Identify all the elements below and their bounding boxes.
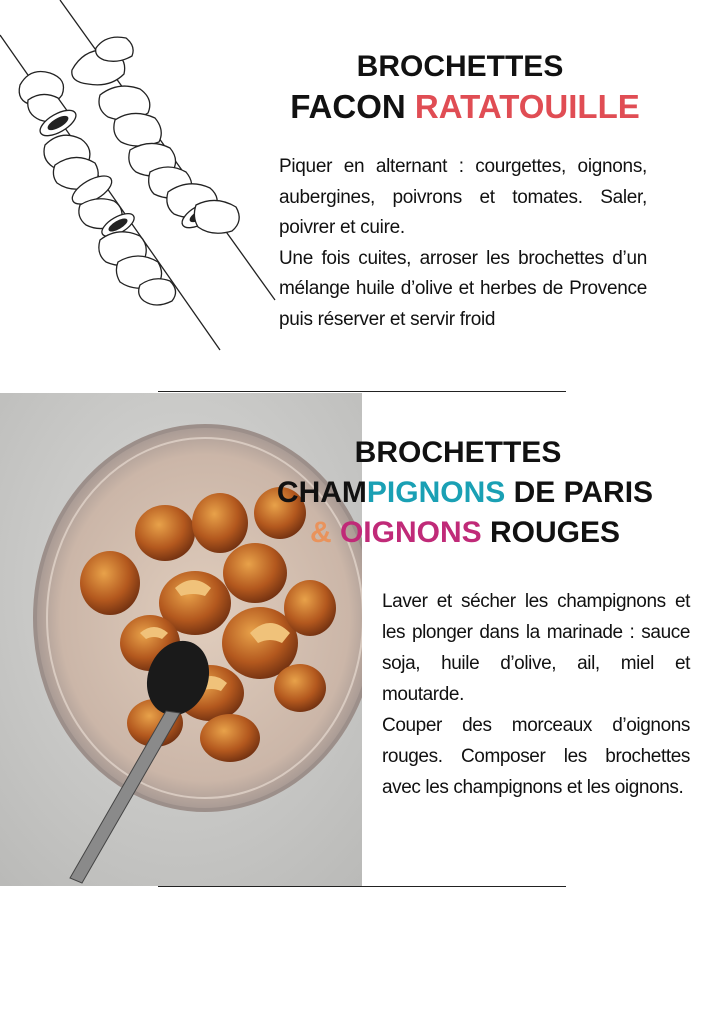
- section2-title-onions: OIGNONS: [339, 516, 482, 549]
- section1-title-highlight: RATATOUILLE: [414, 88, 640, 125]
- section1-title-prefix: FACON: [290, 88, 415, 125]
- section1-title-line1: BROCHETTES: [356, 50, 564, 83]
- section2-title-line2: [255, 476, 675, 511]
- section2-title-line3: [290, 516, 640, 551]
- section2-paragraph-1: Laver et sécher les champignons et les plonger dans la marinade : sauce soja, huile d’olive, ail, miel et moutarde.: [382, 591, 690, 705]
- ampersand: &: [309, 516, 340, 549]
- section1-instructions: [279, 152, 647, 335]
- section2-title-suffix: DE PARIS: [505, 476, 654, 509]
- section2-title-line1: BROCHETTES: [354, 436, 562, 469]
- section2-title-prefix: CHAM: [276, 476, 367, 509]
- section1-title-line2: [270, 88, 660, 126]
- section2-instructions: [382, 586, 690, 803]
- divider-bottom: [158, 886, 566, 887]
- section2-paragraph-2: Couper des morceaux d’oignons rouges. Composer les brochettes avec les champignons et les oignons.: [382, 715, 690, 798]
- skewer-line-drawing-icon: [0, 0, 290, 360]
- section1-paragraph-2: Une fois cuites, arroser les brochettes d’un mélange huile d’olive et herbes de Provence puis réserver et servir froid: [279, 247, 647, 330]
- section2-title-highlight: PIGNONS: [366, 476, 506, 509]
- divider-top: [158, 391, 566, 392]
- section1-paragraph-1: Piquer en alternant : courgettes, oignons, aubergines, poivrons et tomates. Saler, poivrer et cuire.: [279, 156, 647, 238]
- section2-title-red: ROUGES: [481, 516, 621, 549]
